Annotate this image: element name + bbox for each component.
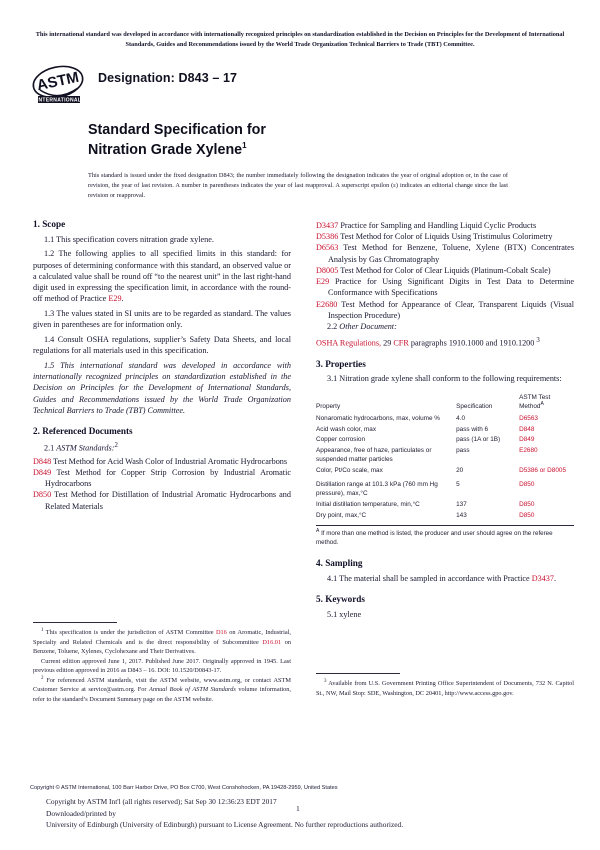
cell-method[interactable]	[519, 465, 574, 476]
cell-property: Acid wash color, max	[316, 425, 377, 433]
cell-specification: pass with 6	[456, 425, 489, 433]
edition-note: Current edition approved June 1, 2017. Published June 2017. Originally approved in 1945. Last previous edition approved in 2016 as D843 – 16. DOI: 10.1520/D0843-17.	[33, 657, 291, 675]
para-number: 1.5	[44, 360, 55, 370]
footnote-italic: Annual Book of ASTM Standards	[148, 686, 236, 694]
license-line-3: University of Edinburgh (University of Edinburgh) pursuant to License Agreement. No further reproductions authorized.	[46, 820, 404, 830]
license-line-1: Copyright by ASTM Int'l (all rights reserved); Sat Sep 30 12:36:23 EDT 2017	[46, 797, 277, 806]
list-item[interactable]	[33, 467, 291, 489]
table-row	[316, 465, 574, 476]
designation-label: Designation: D843 – 17	[98, 71, 238, 85]
cell-method[interactable]: D850	[519, 501, 535, 509]
title-footnote-marker: 1	[242, 141, 247, 151]
cell-method[interactable]: D850	[519, 481, 535, 489]
right-column	[316, 218, 574, 620]
table-row	[316, 510, 574, 521]
footnote-marker: 1	[41, 627, 44, 633]
reference-title: Test Method for Color of Clear Liquids (Platinum-Cobalt Scale)	[340, 265, 551, 275]
reference-link-d848[interactable]: D848	[33, 456, 52, 466]
cell-property: Color, Pt/Co scale, max	[316, 467, 383, 475]
para-text: Consult OSHA regulations, supplier’s Safety Data Sheets, and local regulations for all materials used in this specification.	[33, 334, 291, 356]
footnote-divider	[33, 622, 117, 623]
list-item[interactable]	[33, 489, 291, 511]
license-block	[46, 796, 566, 831]
reference-link-d1601[interactable]: D16.01	[262, 638, 282, 646]
cell-method[interactable]: E2680	[519, 447, 538, 455]
para-number: 1.1	[44, 234, 55, 244]
reference-link-e2680[interactable]: E2680	[316, 299, 338, 309]
title-line-1: Standard Specification for	[88, 122, 266, 138]
footnote-divider	[316, 673, 400, 674]
paragraph-1-3	[33, 308, 291, 330]
reference-link-d6563[interactable]: D6563	[316, 243, 339, 253]
footnote-marker: 3	[324, 678, 327, 684]
footnote-marker: 2	[41, 675, 44, 681]
standards-list-left	[33, 456, 291, 512]
footnote-text-b: volume information, refer to the standard’s Document Summary page on the ASTM website.	[33, 686, 291, 703]
reference-title: Test Method for Appearance of Clear, Transparent Liquids (Visual Inspection Procedure)	[328, 299, 574, 320]
para-text: xylene	[339, 609, 362, 619]
reference-title: Test Method for Distillation of Industrial Aromatic Hydrocarbons and Related Materials	[45, 490, 291, 511]
cell-property: Appearance, free of haze, particulates or suspended matter particles	[316, 447, 432, 464]
paragraph-3-1	[316, 373, 574, 384]
cell-specification: 137	[456, 501, 467, 509]
copyright-notice: Copyright © ASTM International, 100 Barr Harbor Drive, PO Box C700, West Conshohocken, PA 19428-2959, United States	[30, 785, 338, 791]
reference-link-d3437[interactable]: D3437	[316, 221, 339, 230]
cell-specification: pass	[456, 447, 470, 455]
footnote-text-c: on Benzene, Toluene, Xylenes, Cyclohexane and Their Derivatives.	[33, 638, 292, 656]
list-item[interactable]	[316, 276, 574, 298]
footnote-3	[316, 679, 574, 698]
paragraph-1-2	[33, 248, 291, 304]
column-header-method-label: ASTM Test Method	[519, 393, 551, 410]
para-number: 3.1	[327, 374, 338, 384]
paragraph-5-1	[316, 609, 574, 620]
other-text-a: 29	[381, 338, 394, 348]
para-number: 1.3	[44, 309, 55, 318]
reference-title: Practice for Sampling and Handling Liquid Cyclic Products	[340, 221, 537, 230]
cell-property: Nonaromatic hydrocarbons, max, volume %	[316, 414, 440, 422]
subsec-number: 2.2	[327, 322, 338, 332]
list-item[interactable]	[316, 242, 574, 264]
column-header-specification: Specification	[456, 402, 493, 410]
list-item[interactable]	[316, 231, 574, 242]
list-item[interactable]	[316, 299, 574, 321]
cell-method[interactable]: D848	[519, 425, 535, 433]
cell-specification: pass (1A or 1B)	[456, 436, 501, 444]
reference-link-e29[interactable]: E29	[108, 294, 122, 304]
para-number: 1.4	[44, 334, 55, 344]
astm-logo-icon	[30, 64, 88, 108]
section-heading-properties: 3. Properties	[316, 358, 366, 369]
reference-title: Test Method for Color of Liquids Using Tristimulus Colorimetry	[340, 232, 553, 242]
para-text-end: .	[554, 573, 557, 583]
section-heading-keywords: 5. Keywords	[316, 593, 365, 604]
subsec-footnote-marker: 2	[114, 441, 118, 449]
cell-property: Distillation range at 101.3 kPa (760 mm Hg pressure), max,°C	[316, 481, 438, 498]
reference-title: Test Method for Acid Wash Color of Industrial Aromatic Hydrocarbons	[53, 456, 288, 466]
table-footnote	[316, 530, 574, 548]
column-header-footnote-marker: A	[540, 400, 544, 407]
table-row	[316, 476, 574, 499]
paragraph-1-1	[33, 234, 291, 245]
cell-specification: 5	[456, 481, 460, 489]
reference-link-d850[interactable]: D850	[33, 490, 52, 500]
designation-block	[30, 64, 237, 108]
subsection-2-1	[33, 441, 291, 454]
cell-method[interactable]: D849	[519, 436, 535, 444]
table-row	[316, 445, 574, 465]
para-text: This international standard was developed in accordance with internationally recognized principles on standardization established in the Decision on Principles for the Development of International Standards, Guides and Recommendations issued by the World Trade Organization Technical Barriers to Trade (TBT) Committee.	[33, 360, 292, 415]
reference-title: Practice for Using Significant Digits in Test Data to Determine Conformance with Specifications	[328, 277, 575, 298]
cell-property: Copper corrosion	[316, 436, 366, 444]
list-item[interactable]	[316, 220, 574, 231]
paragraph-1-5	[33, 360, 291, 416]
section-heading-scope: 1. Scope	[33, 219, 66, 229]
column-header-property: Property	[316, 402, 341, 410]
reference-title: Test Method for Copper Strip Corrosion by Industrial Aromatic Hydrocarbons	[45, 467, 291, 489]
license-line-2: Downloaded/printed by	[46, 808, 116, 818]
svg-text:INTERNATIONAL: INTERNATIONAL	[36, 97, 82, 104]
para-text: Nitration grade xylene shall conform to the following requirements:	[339, 374, 562, 384]
table-divider	[316, 525, 574, 526]
table-header-row	[316, 393, 574, 413]
reference-link-osha[interactable]: OSHA Regulations,	[316, 338, 382, 348]
other-document-entry	[316, 336, 574, 349]
reference-link-d16[interactable]: D16	[215, 629, 227, 636]
properties-table	[316, 393, 574, 521]
other-text-b: paragraphs 1910.1000 and 1910.1200	[408, 338, 537, 348]
standards-list-right	[316, 220, 574, 321]
para-text-end: .	[121, 294, 124, 304]
para-text: This specification covers nitration grade xylene.	[56, 234, 214, 244]
cell-property: Dry point, max,°C	[316, 512, 367, 520]
cell-specification: 143	[456, 512, 467, 520]
subsec-label: ASTM Standards:	[56, 443, 115, 453]
other-footnote-marker: 3	[536, 336, 540, 344]
cell-method-primary[interactable]: D5386 or D8005	[519, 467, 567, 475]
cell-specification: 4.0	[456, 414, 465, 422]
para-text: The following applies to all specified limits in this standard: for purposes of determining conformance with this standard, an observed value or a calculated value shall be round off “to the nearest unit” in the last right-hand digit used in expressing the specification limit, in accordance with the round-off method of Practice	[33, 249, 291, 304]
para-text: The material shall be sampled in accordance with Practice	[339, 573, 532, 583]
reference-link-d8005[interactable]: D8005	[316, 265, 339, 275]
paragraph-1-4	[33, 334, 291, 356]
cell-property: Initial distillation temperature, min,°C	[316, 501, 420, 509]
footnote-text: For referenced ASTM standards, visit the ASTM website, www.astm.org, or contact ASTM Customer Service at service@astm.org. For	[33, 676, 291, 694]
table-footnote-text: If more than one method is listed, the producer and user should agree on the referee method.	[316, 530, 553, 547]
subsec-number: 2.1	[44, 443, 55, 453]
reference-link-d5386[interactable]: D5386	[316, 232, 339, 242]
page-title	[88, 120, 508, 161]
title-line-2: Nitration Grade Xylene	[88, 142, 243, 159]
tbt-header-note: This international standard was developed in accordance with internationally recognized principles on standardization established in the Decision on Principles for the Development of International Standards, Guides and Recommendations issued by the World Trade Organization Technical Barriers to Trade (TBT) Committee.	[35, 31, 565, 48]
subsec-label: Other Document:	[339, 322, 397, 332]
left-column	[33, 218, 291, 512]
table-row	[316, 435, 574, 446]
column-header-method	[519, 393, 574, 413]
paragraph-4-1	[316, 573, 574, 584]
table-row	[316, 424, 574, 435]
section-heading-referenced-documents: 2. Referenced Documents	[33, 426, 133, 437]
reference-link-e29-list[interactable]: E29	[316, 277, 330, 287]
footnote-2	[33, 676, 291, 705]
para-number: 5.1	[327, 609, 338, 619]
footnote-block-right	[316, 673, 574, 698]
cell-method[interactable]: D850	[519, 512, 535, 520]
footnote-1	[33, 628, 291, 657]
footnote-text-b: on Aromatic, Industrial, Specialty and Related Chemicals and is the direct responsibility of Subcommittee	[33, 629, 291, 646]
subsection-2-2	[316, 321, 574, 332]
list-item[interactable]	[316, 265, 574, 276]
footnote-text: Available from U.S. Government Printing Office Superintendent of Documents, 732 N. Capitol St., NW, Mail Stop: SDE, Washington, DC 20401, http://www.access.gpo.gov.	[316, 680, 574, 697]
table-row	[316, 499, 574, 510]
list-item[interactable]	[33, 456, 291, 467]
footnote-block-left	[33, 622, 291, 705]
reference-link-d849[interactable]: D849	[33, 467, 52, 477]
reference-link-cfr[interactable]: CFR	[393, 338, 409, 348]
reference-title: Test Method for Benzene, Toluene, Xylene (BTX) Concentrates Analysis by Gas Chromatography	[328, 243, 575, 264]
section-heading-sampling: 4. Sampling	[316, 558, 363, 569]
para-number: 4.1	[327, 573, 338, 583]
table-footnote-marker: A	[316, 528, 320, 535]
footnote-text: This specification is under the jurisdiction of ASTM Committee	[45, 629, 216, 636]
svg-text:ASTM: ASTM	[35, 68, 81, 95]
para-text: The values stated in SI units are to be regarded as standard. The values given in parentheses are for information only.	[33, 309, 291, 330]
cell-specification: 20	[456, 467, 464, 475]
page-number: 1	[296, 804, 300, 813]
cell-method[interactable]: D6563	[519, 414, 538, 422]
para-number: 1.2	[44, 249, 55, 259]
table-row	[316, 413, 574, 424]
reference-link-d3437-sampling[interactable]: D3437	[531, 573, 554, 583]
issuance-note: This standard is issued under the fixed designation D843; the number immediately following the designation indicates the year of original adoption or, in the case of revision, the year of last revision. A number in parentheses indicates the year of last reapproval. A superscript epsilon (ε) indicates an editorial change since the last revision or reapproval.	[88, 172, 508, 200]
